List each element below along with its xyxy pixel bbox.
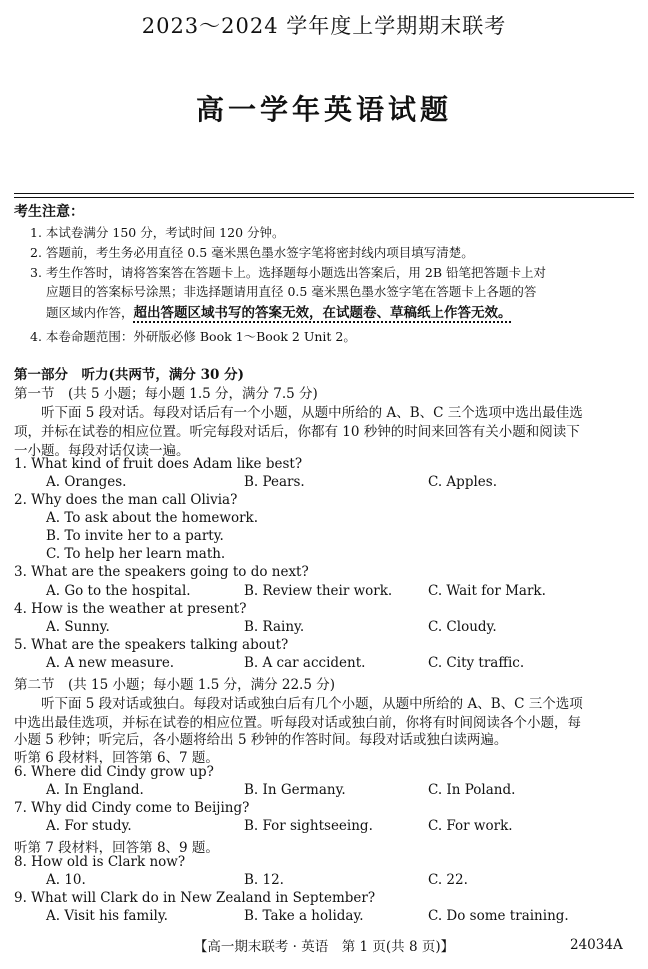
option-c: C. In Poland. bbox=[428, 782, 516, 798]
section2-instructions: 听下面 5 段对话或独白。每段对话或独白后有几个小题，从题中所给的 A、B、C 三个选项 bbox=[14, 696, 583, 712]
option-c: C. To help her learn math. bbox=[46, 546, 226, 562]
option-a: A. Go to the hospital. bbox=[46, 583, 191, 599]
option-a: A. A new measure. bbox=[46, 655, 175, 671]
option-b: B. Take a holiday. bbox=[244, 908, 364, 924]
material-prompt: 听第 7 段材料，回答第 8、9 题。 bbox=[14, 840, 219, 856]
option-b: B. To invite her to a party. bbox=[46, 528, 224, 544]
section1-instructions: 项，并标在试卷的相应位置。听完每段对话后，你都有 10 秒钟的时间来回答有关小题和阅读下 bbox=[14, 424, 580, 440]
section1-title: 第一节 (共 5 小题；每小题 1.5 分，满分 7.5 分) bbox=[14, 386, 318, 402]
paper-code: 24034A bbox=[570, 937, 623, 953]
option-c: C. Apples. bbox=[428, 474, 497, 490]
section1-instructions: 一小题。每段对话仅读一遍。 bbox=[14, 443, 190, 459]
option-a: A. For study. bbox=[46, 818, 132, 834]
material-prompt: 听第 6 段材料，回答第 6、7 题。 bbox=[14, 750, 219, 766]
top-divider-thin bbox=[14, 197, 634, 198]
question-stem: 1. What kind of fruit does Adam like best? bbox=[14, 456, 303, 472]
exam-title: 2023～2024 学年度上学期期末联考 bbox=[141, 14, 507, 38]
option-b: B. 12. bbox=[244, 872, 284, 888]
option-c: C. For work. bbox=[428, 818, 513, 834]
section2-title: 第二节 (共 15 小题；每小题 1.5 分，满分 22.5 分) bbox=[14, 677, 335, 693]
option-c: C. Do some training. bbox=[428, 908, 569, 924]
option-a: A. Sunny. bbox=[46, 619, 110, 635]
option-a: A. Oranges. bbox=[46, 474, 127, 490]
option-b: B. Rainy. bbox=[244, 619, 305, 635]
section2-instructions: 中选出最佳选项，并标在试卷的相应位置。听每段对话或独白前，你将有时间阅读各个小题，每 bbox=[14, 715, 581, 731]
notice-line: 3. 考生作答时，请将答案答在答题卡上。选择题每小题选出答案后，用 2B 铅笔把答题卡上对 bbox=[30, 265, 546, 280]
notice-line: 2. 答题前，考生务必用直径 0.5 毫米黑色墨水签字笔将密封线内项目填写清楚。 bbox=[30, 245, 474, 260]
question-stem: 6. Where did Cindy grow up? bbox=[14, 764, 214, 780]
option-c: C. City traffic. bbox=[428, 655, 525, 671]
section2-instructions: 小题 5 秒钟；听完后，各小题将给出 5 秒钟的作答时间。每段对话或独白读两遍。 bbox=[14, 732, 508, 748]
question-stem: 8. How old is Clark now? bbox=[14, 854, 186, 870]
question-stem: 7. Why did Cindy come to Beijing? bbox=[14, 800, 250, 816]
option-b: B. Review their work. bbox=[244, 583, 393, 599]
option-a: A. Visit his family. bbox=[46, 908, 168, 924]
option-c: C. 22. bbox=[428, 872, 468, 888]
option-a: A. 10. bbox=[46, 872, 86, 888]
notice-line bbox=[46, 301, 512, 321]
option-a: A. To ask about the homework. bbox=[46, 510, 259, 526]
section1-instructions: 听下面 5 段对话。每段对话后有一个小题，从题中所给的 A、B、C 三个选项中选出最佳选 bbox=[14, 405, 583, 421]
notice-line: 1. 本试卷满分 150 分，考试时间 120 分钟。 bbox=[30, 225, 285, 240]
question-stem: 5. What are the speakers talking about? bbox=[14, 637, 289, 653]
option-b: B. For sightseeing. bbox=[244, 818, 373, 834]
option-b: B. In Germany. bbox=[244, 782, 346, 798]
question-stem: 2. Why does the man call Olivia? bbox=[14, 492, 238, 508]
question-stem: 3. What are the speakers going to do next? bbox=[14, 564, 309, 580]
option-c: C. Cloudy. bbox=[428, 619, 497, 635]
part1-title: 第一部分 听力(共两节，满分 30 分) bbox=[14, 367, 244, 383]
question-stem: 4. How is the weather at present? bbox=[14, 601, 247, 617]
option-a: A. In England. bbox=[46, 782, 144, 798]
option-c: C. Wait for Mark. bbox=[428, 583, 546, 599]
page-footer: 【高一期末联考 · 英语 第 1 页(共 8 页)】 bbox=[193, 939, 455, 955]
top-divider bbox=[14, 193, 634, 194]
option-b: B. Pears. bbox=[244, 474, 305, 490]
notice-line: 4. 本卷命题范围：外研版必修 Book 1～Book 2 Unit 2。 bbox=[30, 329, 356, 344]
notice-title: 考生注意： bbox=[14, 204, 84, 220]
notice-line: 应题目的答案标号涂黑；非选择题请用直径 0.5 毫米黑色墨水签字笔在答题卡上各题的答 bbox=[46, 284, 537, 299]
option-b: B. A car accident. bbox=[244, 655, 366, 671]
notice-emphasis: 超出答题区域书写的答案无效，在试题卷、草稿纸上作答无效。 bbox=[133, 305, 512, 321]
question-stem: 9. What will Clark do in New Zealand in September? bbox=[14, 890, 376, 906]
paper-title: 高一学年英语试题 bbox=[195, 93, 452, 126]
notice-line-text: 题区域内作答， bbox=[46, 305, 134, 320]
